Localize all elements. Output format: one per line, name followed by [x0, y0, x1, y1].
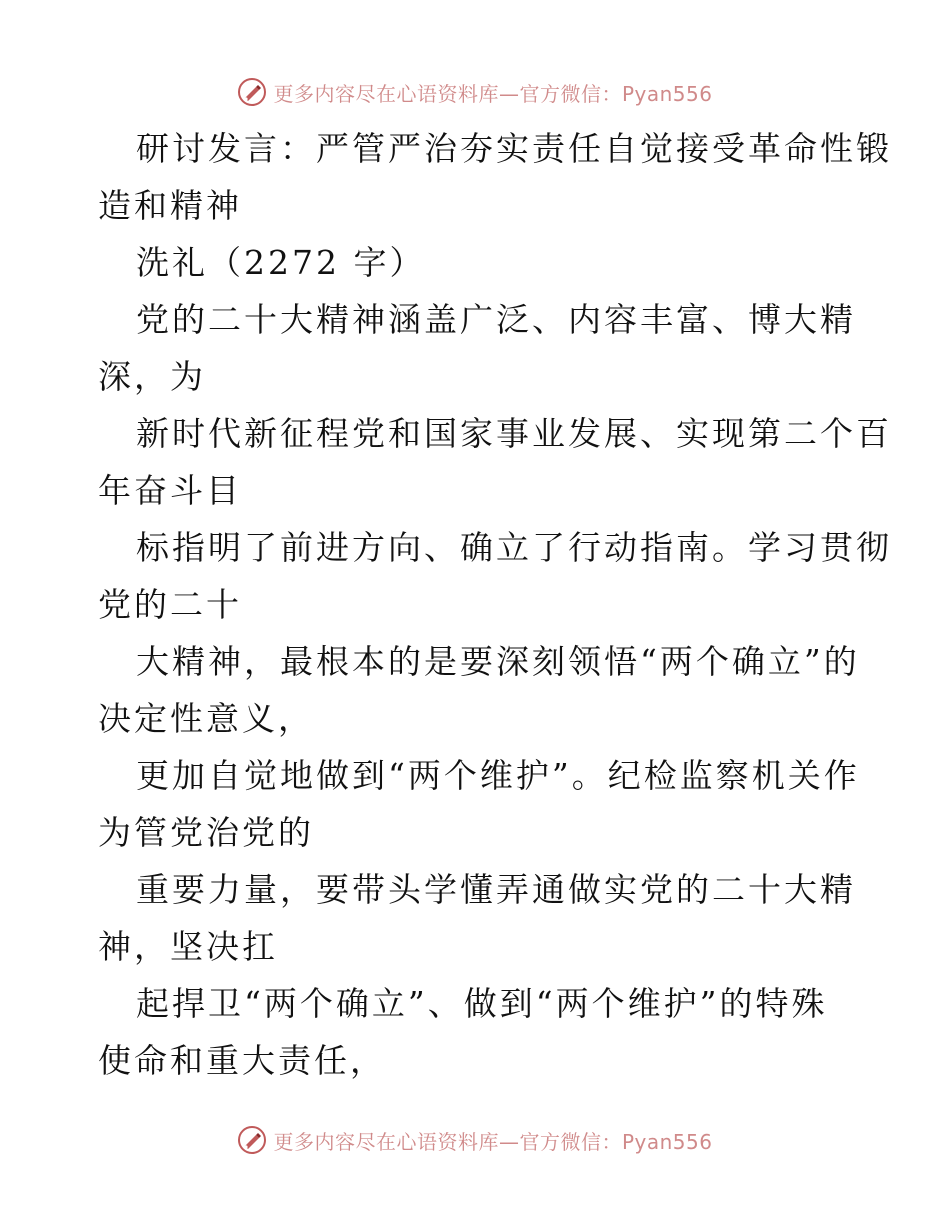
paragraph-line: 标指明了前进方向、确立了行动指南。学习贯彻 — [136, 528, 892, 567]
paragraph-line: 新时代新征程党和国家事业发展、实现第二个百 — [136, 414, 892, 453]
paragraph-line: 年奋斗目 — [98, 471, 242, 510]
paragraph-line: 党的二十大精神涵盖广泛、内容丰富、博大精 — [136, 300, 856, 339]
banner-text: 更多内容尽在心语资料库—官方微信：Pyan556 — [273, 81, 713, 106]
paragraph-line: 使命和重大责任， — [98, 1041, 386, 1080]
paragraph-line: 深，为 — [98, 357, 206, 396]
paragraph-line: 神，坚决扛 — [98, 927, 278, 966]
paragraph-line: 决定性意义， — [98, 699, 314, 738]
paragraph-line: 重要力量，要带头学懂弄通做实党的二十大精 — [136, 870, 856, 909]
banner-text: 更多内容尽在心语资料库—官方微信：Pyan556 — [273, 1129, 713, 1154]
paragraph-line: 为管党治党的 — [98, 813, 314, 852]
title-line-2: 造和精神 — [98, 186, 242, 225]
title-line-1: 研讨发言：严管严治夯实责任自觉接受革命性锻 — [136, 129, 892, 168]
paragraph-line: 起捍卫“两个确立”、做到“两个维护”的特殊 — [136, 984, 828, 1023]
header-banner — [0, 70, 950, 114]
document-body — [98, 120, 892, 1089]
title-line-3: 洗礼（2272 字） — [136, 243, 426, 282]
paragraph-line: 大精神，最根本的是要深刻领悟“两个确立”的 — [136, 642, 860, 681]
paragraph-line: 更加自觉地做到“两个维护”。纪检监察机关作 — [136, 756, 860, 795]
footer-banner — [0, 1118, 950, 1162]
pen-logo-icon — [237, 77, 267, 107]
pen-logo-icon — [237, 1125, 267, 1155]
paragraph-line: 党的二十 — [98, 585, 242, 624]
